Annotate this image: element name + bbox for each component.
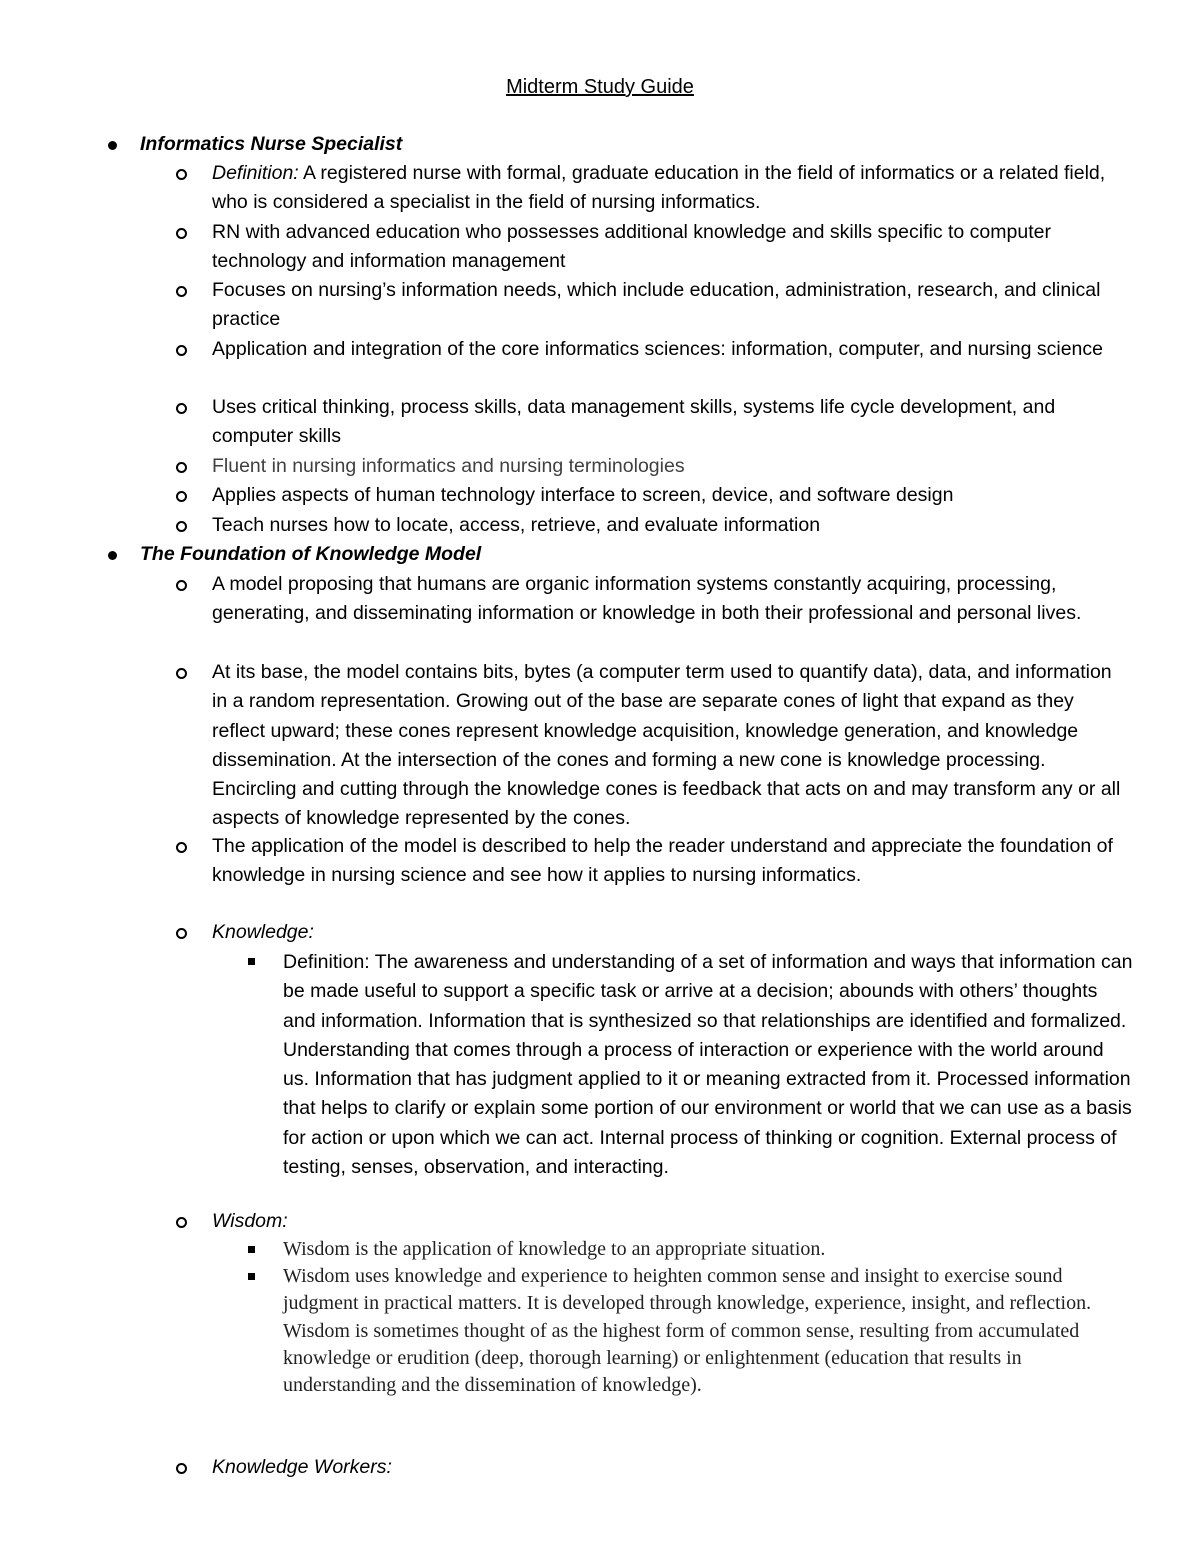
- list-item: The application of the model is described to help the reader understand and appreciate the foundation of knowledge in nursing science and see how it applies to nursing informatics.: [212, 832, 1132, 891]
- circle-bullet-icon: [176, 491, 187, 502]
- section-heading-informatics-nurse-specialist: Informatics Nurse Specialist: [140, 130, 1130, 159]
- list-item: Applies aspects of human technology interface to screen, device, and software design: [212, 481, 1132, 510]
- circle-bullet-icon: [176, 842, 187, 853]
- circle-bullet-icon: [176, 668, 187, 679]
- list-item: Uses critical thinking, process skills, data management skills, systems life cycle development, and computer skills: [212, 393, 1132, 452]
- circle-bullet-icon: [176, 1217, 187, 1228]
- square-bullet-icon: [248, 1246, 255, 1253]
- circle-bullet-icon: [176, 462, 187, 473]
- list-item: Wisdom is the application of knowledge to an appropriate situation.: [283, 1236, 1133, 1263]
- circle-bullet-icon: [176, 521, 187, 532]
- circle-bullet-icon: [176, 286, 187, 297]
- square-bullet-icon: [248, 958, 255, 965]
- list-item: Application and integration of the core informatics sciences: information, computer, and nursing science: [212, 335, 1132, 364]
- circle-bullet-icon: [176, 928, 187, 939]
- list-item: Definition: The awareness and understanding of a set of information and ways that information can be made useful to support a specific task or arrive at a decision; abounds with others’ thoughts and information. Information that is synthesized so that relationships are identified and formalized. Understanding that comes through a process of interaction or experience with the world around us. Information that has judgment applied to it or meaning extracted from it. Processed information that helps to clarify or explain some portion of our environment or world that we can use as a basis for action or upon which we can act. Internal process of thinking or cognition. External process of testing, senses, observation, and interacting.: [283, 948, 1133, 1182]
- square-bullet-icon: [248, 1273, 255, 1280]
- subheading-knowledge-workers: Knowledge Workers:: [212, 1453, 1132, 1482]
- section-heading-foundation-of-knowledge-model: The Foundation of Knowledge Model: [140, 540, 1130, 569]
- list-item: Fluent in nursing informatics and nursing terminologies: [212, 452, 1132, 481]
- circle-bullet-icon: [176, 403, 187, 414]
- subheading-wisdom: Wisdom:: [212, 1207, 1132, 1236]
- list-item: RN with advanced education who possesses additional knowledge and skills specific to computer technology and information management: [212, 218, 1132, 277]
- list-item: Teach nurses how to locate, access, retrieve, and evaluate information: [212, 511, 1132, 540]
- list-item: At its base, the model contains bits, bytes (a computer term used to quantify data), data, and information in a random representation. Growing out of the base are separate cones of light that expand as they reflect upward; these cones represent knowledge acquisition, knowledge generation, and knowledge dissemination. At the intersection of the cones and forming a new cone is knowledge processing. Encircling and cutting through the knowledge cones is feedback that acts on and may transform any or all aspects of knowledge represented by the cones.: [212, 658, 1132, 834]
- disc-bullet-icon: [108, 551, 117, 560]
- disc-bullet-icon: [108, 141, 117, 150]
- circle-bullet-icon: [176, 228, 187, 239]
- subheading-knowledge: Knowledge:: [212, 918, 1132, 947]
- circle-bullet-icon: [176, 169, 187, 180]
- list-item: Definition: A registered nurse with formal, graduate education in the field of informatics or a related field, who is considered a specialist in the field of nursing informatics.: [212, 159, 1132, 218]
- circle-bullet-icon: [176, 580, 187, 591]
- list-item: Wisdom uses knowledge and experience to heighten common sense and insight to exercise sound judgment in practical matters. It is developed through knowledge, experience, insight, and reflection. Wisdom is sometimes thought of as the highest form of common sense, resulting from accumulated knowledge or erudition (deep, thorough learning) or enlightenment (education that results in understanding and the dissemination of knowledge).: [283, 1263, 1133, 1399]
- circle-bullet-icon: [176, 345, 187, 356]
- list-item: Focuses on nursing’s information needs, which include education, administration, research, and clinical practice: [212, 276, 1132, 335]
- circle-bullet-icon: [176, 1463, 187, 1474]
- list-item: A model proposing that humans are organic information systems constantly acquiring, processing, generating, and disseminating information or knowledge in both their professional and personal lives.: [212, 570, 1132, 629]
- page-title: Midterm Study Guide: [506, 76, 694, 98]
